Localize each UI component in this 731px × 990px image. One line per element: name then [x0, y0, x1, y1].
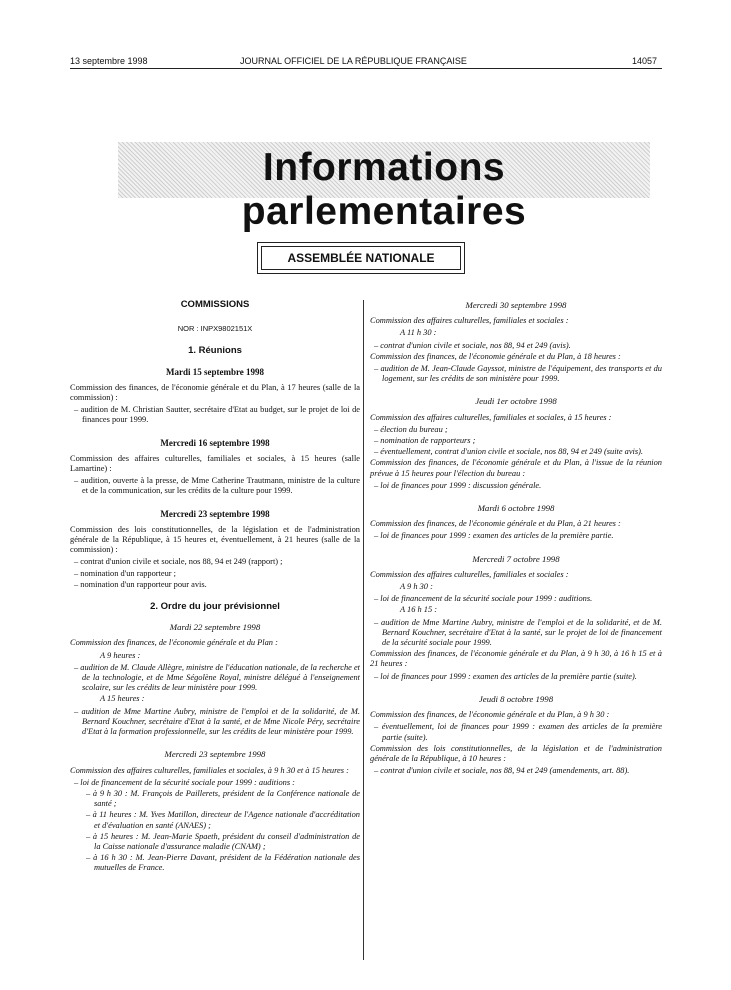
day-heading: Mercredi 23 septembre 1998: [160, 508, 270, 519]
commission-paragraph: Commission des lois constitutionnelles, de la législation et de l'administration générale de la République, à 10 heures :: [370, 743, 662, 763]
day-heading: Jeudi 1er octobre 1998: [475, 396, 557, 407]
agenda-item: – contrat d'union civile et sociale, nos 88, 94 et 249 (rapport) ;: [74, 557, 283, 567]
meeting-block: [370, 554, 662, 682]
time-label: A 11 h 30 :: [400, 328, 437, 338]
day-heading: Jeudi 8 octobre 1998: [478, 693, 554, 704]
meeting-block: [70, 749, 360, 873]
ordre-du-jour-title: 2. Ordre du jour prévisionnel: [150, 601, 280, 613]
agenda-item: – nomination d'un rapporteur pour avis.: [74, 579, 207, 589]
assembly-box: [257, 242, 465, 274]
header-rule: [70, 68, 662, 69]
agenda-item: – audition de M. Claude Allègre, ministre de l'éducation nationale, de la recherche et de la technologie, et de Mme Ségolène Royal, ministre délégué à l'enseignement scolaire, sur les crédits de leur ministère pour 1999.: [74, 662, 361, 693]
agenda-item: – audition de M. Jean-Claude Gayssot, ministre de l'équipement, des transports et du logement, sur les crédits de son ministère pour 1999.: [374, 364, 662, 384]
agenda-item: – audition, ouverte à la presse, de Mme Catherine Trautmann, ministre de la culture et de la communication, sur les crédits de la culture pour 1999.: [74, 476, 360, 496]
time-label: A 15 heures :: [100, 694, 145, 704]
commission-paragraph: Commission des affaires culturelles, familiales et sociales :: [370, 569, 569, 579]
meeting-block: [370, 694, 662, 776]
reunions-title: 1. Réunions: [188, 345, 242, 357]
section-title: COMMISSIONS: [180, 299, 250, 310]
column-divider: [363, 300, 364, 960]
meeting-block: [370, 396, 662, 491]
commission-paragraph: Commission des finances, de l'économie générale et du Plan, à 9 h 30 :: [370, 710, 610, 720]
agenda-subitem: – à 9 h 30 : M. François de Paillerets, président de la Conférence nationale de santé ;: [86, 788, 360, 809]
agenda-item: – élection du bureau ;: [374, 424, 448, 434]
agenda-subitem: – à 15 heures : M. Jean-Marie Spaeth, président du conseil d'administration de la Caisse nationale d'assurance maladie (CNAM) ;: [86, 831, 360, 851]
time-label: A 9 h 30 :: [400, 582, 433, 592]
agenda-item: – loi de finances pour 1999 : examen des articles de la première partie (suite).: [374, 671, 637, 681]
agenda-item: – audition de M. Christian Sautter, secrétaire d'Etat au budget, sur le projet de loi de finances pour 1999.: [74, 405, 360, 425]
day-heading: Mardi 22 septembre 1998: [169, 622, 261, 633]
agenda-item: – contrat d'union civile et sociale, nos 88, 94 et 249 (amendements, art. 88).: [374, 766, 630, 776]
agenda-item: – éventuellement, loi de finances pour 1999 : examen des articles de la première partie (suite).: [374, 722, 662, 742]
commission-paragraph: Commission des affaires culturelles, familiales et sociales, à 15 heures :: [370, 412, 612, 422]
day-heading: Mercredi 16 septembre 1998: [160, 437, 270, 448]
meeting-block: [370, 300, 662, 384]
agenda-item: – loi de finances pour 1999 : discussion générale.: [374, 480, 542, 490]
commission-paragraph: Commission des affaires culturelles, familiales et sociales, à 9 h 30 et à 15 heures :: [70, 765, 349, 775]
commission-paragraph: Commission des finances, de l'économie générale et du Plan, à 18 heures :: [370, 351, 621, 361]
commission-paragraph: Commission des affaires culturelles, familiales et sociales, à 15 heures (salle Lamartine) :: [70, 453, 360, 474]
agenda-item: – contrat d'union civile et sociale, nos 88, 94 et 249 (avis).: [374, 340, 571, 350]
agenda-item: – nomination d'un rapporteur ;: [74, 568, 176, 578]
meeting-block: [70, 622, 360, 737]
meeting-block: [70, 509, 360, 590]
agenda-subitem: – à 16 h 30 : M. Jean-Pierre Davant, président de la Fédération nationale des mutuelles de France.: [86, 853, 360, 873]
meeting-block: [70, 367, 360, 426]
agenda-item: – éventuellement, contrat d'union civile et sociale, nos 88, 94 et 249 (suite avis).: [374, 447, 644, 457]
meeting-block: [370, 503, 662, 542]
day-heading: Mercredi 7 octobre 1998: [472, 553, 560, 564]
nor-reference: NOR : INPX9802151X: [177, 324, 253, 334]
agenda-item: – audition de Mme Martine Aubry, ministre de l'emploi et de la solidarité, et de M. Bernard Kouchner, secrétaire d'Etat à la santé, sur le projet de loi de financement de la sécurité sociale pour 1999.: [374, 617, 662, 648]
day-heading: Mercredi 23 septembre 1998: [164, 749, 266, 760]
header-page-number: 14057: [632, 56, 658, 66]
header-journal-title: JOURNAL OFFICIEL DE LA RÉPUBLIQUE FRANÇAISE: [240, 56, 467, 66]
time-label: A 16 h 15 :: [400, 605, 438, 615]
banner-title: Informations parlementaires: [241, 146, 527, 233]
commission-paragraph: Commission des finances, de l'économie générale et du Plan, à 17 heures (salle de la commission) :: [70, 382, 360, 403]
commission-paragraph: Commission des finances, de l'économie générale et du Plan, à 9 h 30, à 16 h 15 et à 21 heures :: [370, 649, 662, 669]
commission-paragraph: Commission des finances, de l'économie générale et du Plan, à l'issue de la réunion prévue à 15 heures pour l'élection du bureau :: [370, 458, 662, 478]
left-column: [70, 300, 360, 886]
commission-paragraph: Commission des finances, de l'économie générale et du Plan, à 21 heures :: [370, 519, 621, 529]
commission-paragraph: Commission des finances, de l'économie générale et du Plan :: [70, 638, 278, 648]
agenda-item: – loi de financement de la sécurité sociale pour 1999 : auditions.: [374, 594, 593, 604]
agenda-item: – loi de finances pour 1999 : examen des articles de la première partie.: [374, 531, 614, 541]
assembly-label: ASSEMBLÉE NATIONALE: [261, 246, 461, 270]
meeting-block: [70, 438, 360, 497]
day-heading: Mardi 15 septembre 1998: [165, 366, 265, 377]
right-column: [370, 300, 662, 788]
commission-paragraph: Commission des lois constitutionnelles, de la législation et de l'administration générale de la République, à 15 heures et, éventuellement, à 21 heures (salle de la commission) :: [70, 524, 360, 555]
commission-paragraph: Commission des affaires culturelles, familiales et sociales :: [370, 316, 569, 326]
time-label: A 9 heures :: [100, 650, 141, 660]
header-date: 13 septembre 1998: [70, 56, 148, 66]
day-heading: Mercredi 30 septembre 1998: [465, 300, 567, 310]
agenda-subitem: – à 11 heures : M. Yves Matillon, directeur de l'Agence nationale d'accréditation et d'évaluation en santé (ANAES) ;: [86, 810, 360, 830]
agenda-item: – nomination de rapporteurs ;: [374, 436, 476, 446]
agenda-item: – loi de financement de la sécurité sociale pour 1999 : auditions :: [74, 777, 295, 787]
day-heading: Mardi 6 octobre 1998: [477, 503, 555, 514]
agenda-item: – audition de Mme Martine Aubry, ministre de l'emploi et de la solidarité, de M. Bernard Kouchner, secrétaire d'Etat à la santé, et de Mme Nicole Péry, secrétaire d'Etat à la formation professionnelle, sur les crédits de leur ministère pour 1999.: [74, 706, 360, 737]
